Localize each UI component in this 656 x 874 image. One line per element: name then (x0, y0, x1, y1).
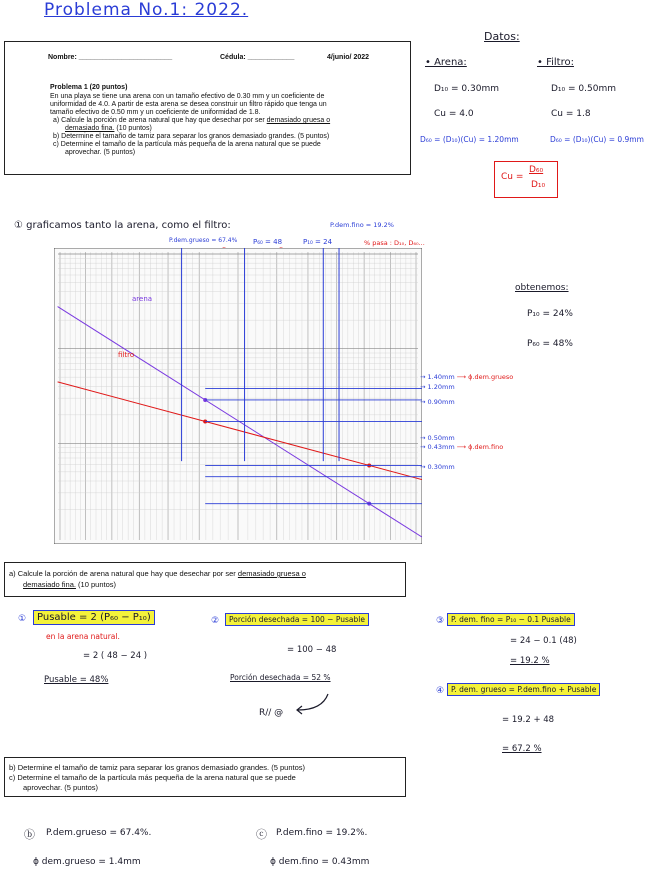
s4-formula: P. dem. grueso = P.dem.fino + Pusable (447, 683, 600, 696)
filtro-cu: Cu = 1.8 (551, 109, 591, 119)
answer-c-line1: P.dem.fino = 19.2%. (276, 828, 368, 838)
item-a-cont: demasiado fina. (10 puntos) (65, 125, 152, 132)
obtenemos-p60: P₆₀ = 48% (527, 339, 573, 349)
question-a-box (4, 562, 406, 597)
arena-cu: Cu = 4.0 (434, 109, 474, 119)
question-c-line1: c) Determine el tamaño de la partícula más pequeña de la arena natural que se puede (9, 773, 296, 782)
question-c-line2: aprovechar. (5 puntos) (23, 783, 99, 792)
answer-b-line1: P.dem.grueso = 67.4%. (46, 828, 152, 838)
item-b: b) Determine el tamaño de tamiz para separar los granos demasiado grandes. (5 puntos) (53, 133, 330, 140)
series-label-filtro: filtro (118, 351, 135, 359)
datos-title: Datos: (484, 30, 520, 43)
label-0-90mm: → 0.90mm (420, 398, 455, 406)
s4-result: = 67.2 % (502, 744, 542, 754)
filtro-d10: D₁₀ = 0.50mm (551, 84, 616, 94)
s2-number: ② (211, 616, 220, 626)
s3-result: = 19.2 % (510, 656, 550, 666)
s1-result: Pusable = 48% (44, 675, 109, 685)
item-a: a) Calcule la porción de arena natural que hay que desechar por ser demasiado gruesa o (53, 117, 331, 124)
label-pct-pasa: % pasa : D₁₀, D₆₀... (364, 239, 425, 247)
s1-formula: Pusable = 2 (P₆₀ − P₁₀) (33, 610, 155, 625)
s4-number: ④ (436, 686, 445, 696)
statement-line-1: En una playa se tiene una arena con un tamaño efectivo de 0.30 mm y un coeficiente de (50, 93, 325, 100)
cu-formula-den: D₁₀ (531, 180, 546, 190)
answer-c-number: ⓒ (256, 828, 267, 841)
label-p10: P₁₀ = 24 (303, 238, 333, 246)
series-label-arena: arena (132, 295, 153, 303)
exam-statement-box (4, 41, 411, 175)
cedula-label: Cédula: ____________ (220, 54, 295, 61)
granulometry-chart (54, 248, 422, 544)
cu-formula-box (494, 161, 558, 198)
question-a-line1: a) Calcule la porción de arena natural que hay que desechar por ser demasiado gruesa o (9, 569, 306, 578)
exam-date: 4/junio/ 2022 (327, 54, 370, 61)
item-c-cont: aprovechar. (5 puntos) (65, 149, 136, 156)
s3-number: ③ (436, 616, 445, 626)
s3-formula: P. dem. fino = P₁₀ − 0.1 Pusable (447, 613, 575, 626)
arena-d10: D₁₀ = 0.30mm (434, 84, 499, 94)
obtenemos-p10: P₁₀ = 24% (527, 309, 573, 319)
item-c: c) Determine el tamaño de la partícula más pequeña de la arena natural que se puede (53, 141, 321, 148)
answer-b-line2: ϕ dem.grueso = 1.4mm (33, 857, 141, 867)
cu-formula-num: D₆₀ (529, 165, 544, 175)
d60-arena: D₆₀ = (D₁₀)(Cu) = 1.20mm (420, 135, 519, 144)
s2-answer: R// @ (259, 708, 284, 718)
label-0-30mm: → 0.30mm (420, 463, 455, 471)
filtro-label: • Filtro: (537, 57, 574, 68)
step1-text: ① graficamos tanto la arena, como el filtro: (14, 220, 231, 231)
label-p60: P₆₀ = 48 (253, 238, 283, 246)
label-1-20mm: → 1.20mm (420, 383, 455, 391)
statement-line-2: uniformidad de 4.0. A partir de esta arena se desea construir un filtro rápido que tenga un (50, 101, 327, 108)
s1-note: en la arena natural. (46, 632, 120, 641)
obtenemos-title: obtenemos: (515, 283, 569, 293)
s2-arrow-icon (292, 692, 332, 716)
s2-calc: = 100 − 48 (287, 645, 337, 655)
nombre-label: Nombre: ________________________ (48, 54, 173, 61)
label-0-50mm: → 0.50mm (420, 434, 455, 442)
problem-heading: Problema 1 (20 puntos) (50, 84, 128, 91)
arena-label: • Arena: (425, 57, 467, 68)
question-a-line2: demasiado fina. (10 puntos) (23, 580, 116, 589)
s2-result: Porción desechada = 52 % (230, 673, 331, 682)
s1-calc: = 2 ( 48 − 24 ) (83, 651, 148, 661)
cu-formula-lhs: Cu = (501, 172, 524, 182)
s4-calc: = 19.2 + 48 (502, 715, 555, 725)
s2-formula: Porción desechada = 100 − Pusable (225, 613, 369, 626)
s1-number: ① (18, 614, 27, 624)
label-1-40mm: → 1.40mm ⟶ ϕ.dem.grueso (420, 373, 514, 381)
question-bc-box (4, 757, 406, 797)
label-p-dem-grueso: P.dem.grueso = 67.4% (169, 237, 238, 244)
statement-line-3: tamaño efectivo de 0.50 mm y un coeficiente de uniformidad de 1.8. (50, 109, 261, 116)
s3-calc: = 24 − 0.1 (48) (510, 636, 577, 646)
answer-c-line2: ϕ dem.fino = 0.43mm (270, 857, 370, 867)
d60-filtro: D₆₀ = (D₁₀)(Cu) = 0.9mm (550, 135, 644, 144)
answer-b-number: ⓑ (24, 828, 35, 841)
label-p-dem-fino: P.dem.fino = 19.2% (330, 221, 394, 229)
page-title: Problema No.1: 2022. (44, 0, 249, 20)
label-0-43mm: → 0.43mm ⟶ ϕ.dem.fino (420, 443, 504, 451)
question-b: b) Determine el tamaño de tamiz para separar los granos demasiado grandes. (5 puntos) (9, 763, 305, 772)
